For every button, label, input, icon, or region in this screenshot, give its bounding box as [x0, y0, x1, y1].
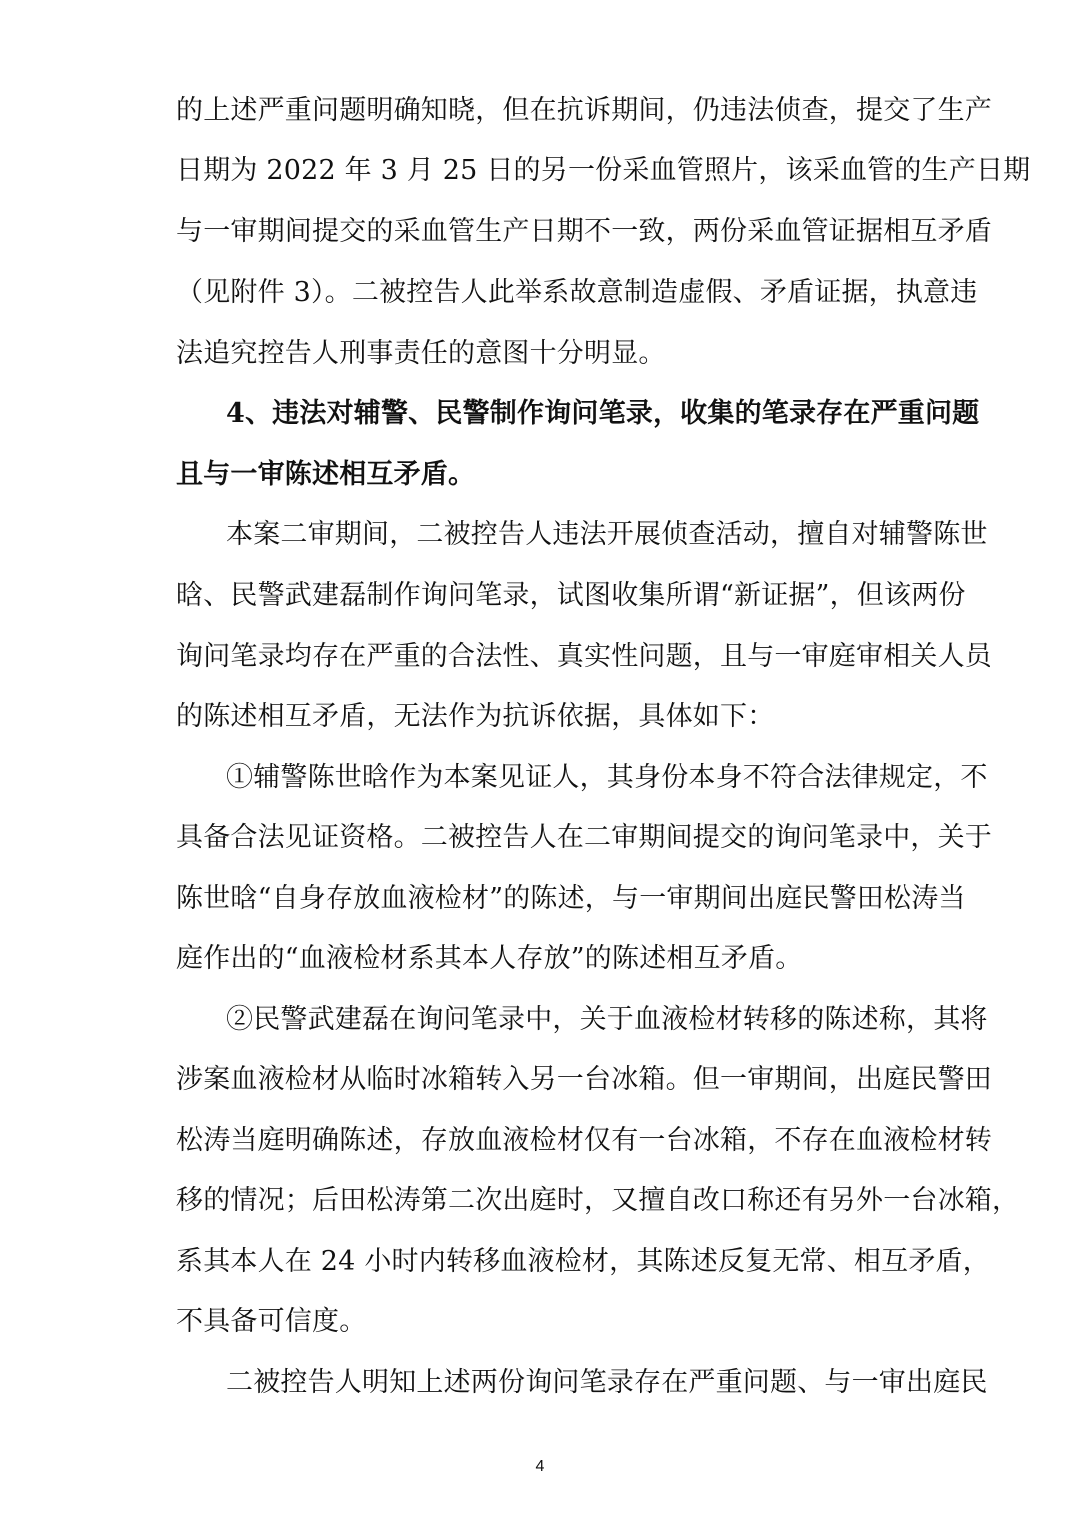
text-line: 晗、民警武建磊制作询问笔录，试图收集所谓“新证据”，但该两份: [176, 580, 966, 611]
page-number: 4: [535, 1458, 545, 1475]
text-line: 系其本人在 24 小时内转移血液检材，其陈述反复无常、相互矛盾，: [176, 1246, 990, 1277]
text-line: ②民警武建磊在询问笔录中，关于血液检材转移的陈述称，其将: [226, 1004, 988, 1035]
text-line: （见附件 3）。二被控告人此举系故意制造虚假、矛盾证据，执意违: [176, 277, 978, 308]
text-line: 移的情况；后田松涛第二次出庭时，又擅自改口称还有另外一台冰箱，: [176, 1185, 1020, 1216]
text-line: 庭作出的“血液检材系其本人存放”的陈述相互矛盾。: [176, 943, 803, 974]
text-line: 松涛当庭明确陈述，存放血液检材仅有一台冰箱，不存在血液检材转: [176, 1125, 992, 1156]
text-line: 日期为 2022 年 3 月 25 日的另一份采血管照片，该采血管的生产日期: [176, 155, 1031, 186]
text-line: 法追究控告人刑事责任的意图十分明显。: [176, 338, 666, 369]
text-line: 陈世晗“自身存放血液检材”的陈述，与一审期间出庭民警田松涛当: [176, 883, 966, 914]
section-heading: 4、违法对辅警、民警制作询问笔录，收集的笔录存在严重问题: [226, 398, 980, 429]
text-line: 涉案血液检材从临时冰箱转入另一台冰箱。但一审期间，出庭民警田: [176, 1064, 992, 1095]
text-line: ①辅警陈世晗作为本案见证人，其身份本身不符合法律规定，不: [226, 762, 988, 793]
text-line: 二被控告人明知上述两份询问笔录存在严重问题、与一审出庭民: [226, 1367, 988, 1398]
text-line: 的陈述相互矛盾，无法作为抗诉依据，具体如下：: [176, 701, 775, 732]
text-line: 本案二审期间，二被控告人违法开展侦查活动，擅自对辅警陈世: [226, 519, 988, 550]
text-line: 具备合法见证资格。二被控告人在二审期间提交的询问笔录中，关于: [176, 822, 992, 853]
text-line: 不具备可信度。: [176, 1306, 367, 1337]
text-line: 询问笔录均存在严重的合法性、真实性问题，且与一审庭审相关人员: [176, 641, 992, 672]
text-line: 的上述严重问题明确知晓，但在抗诉期间，仍违法侦查，提交了生产: [176, 95, 992, 126]
section-heading: 且与一审陈述相互矛盾。: [176, 459, 476, 490]
text-line: 与一审期间提交的采血管生产日期不一致，两份采血管证据相互矛盾: [176, 216, 992, 247]
